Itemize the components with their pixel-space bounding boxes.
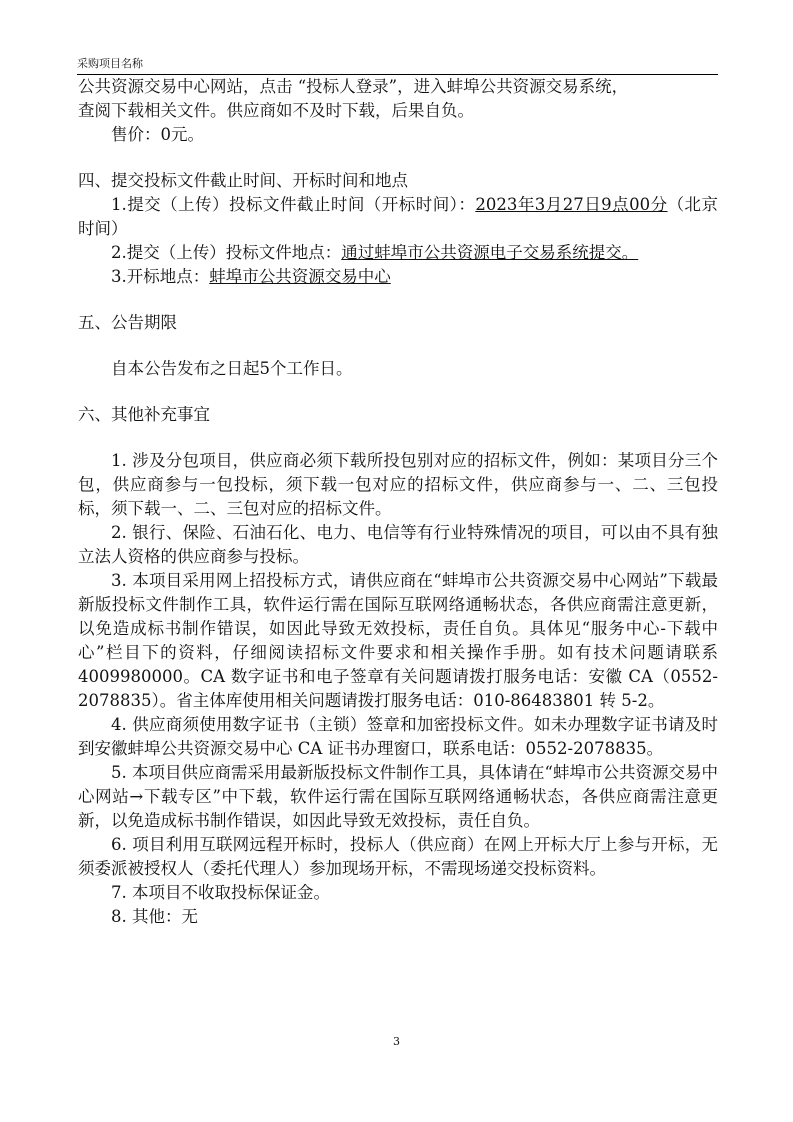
spacer xyxy=(78,289,718,311)
section-5-heading: 五、公告期限 xyxy=(78,313,177,332)
submission-location-value: 通过蚌埠市公共资源电子交易系统提交。 xyxy=(341,243,639,262)
section-5-body: 自本公告发布之日起5个工作日。 xyxy=(111,359,353,378)
section-6-item-2: 2. 银行、保险、石油石化、电力、电信等有行业特殊情况的项目，可以由不具有独立法人资格的供应商参与投标。 xyxy=(78,523,718,566)
section-4-heading: 四、提交投标文件截止时间、开标时间和地点 xyxy=(78,171,408,190)
item-3-label: 3.开标地点： xyxy=(111,267,210,286)
opening-location-value: 蚌埠市公共资源交易中心 xyxy=(209,267,391,286)
section-6-item-4: 4. 供应商须使用数字证书（主锁）签章和加密投标文件。如未办理数字证书请及时到安徽蚌埠公共资源交易中心 CA 证书办理窗口，联系电话：0552-2078835。 xyxy=(78,715,718,758)
header-title: 采购项目名称 xyxy=(77,57,143,70)
document-body xyxy=(78,75,718,929)
section-6-item-8: 8. 其他：无 xyxy=(111,907,198,926)
section-4-item-1 xyxy=(78,193,718,241)
intro-line-2: 查阅下载相关文件。供应商如不及时下载，后果自负。 xyxy=(78,101,474,120)
spacer xyxy=(78,427,718,449)
section-6-item-6: 6. 项目利用互联网远程开标时，投标人（供应商）在网上开标大厅上参与开标，无须委派被授权人（委托代理人）参加现场开标，不需现场递交投标资料。 xyxy=(78,835,718,878)
item-2-label: 2.提交（上传）投标文件地点： xyxy=(111,243,342,262)
section-4-item-3 xyxy=(78,265,718,289)
spacer xyxy=(78,147,718,169)
item-1-label: 1.提交（上传）投标文件截止时间（开标时间）： xyxy=(111,195,476,214)
section-4-item-2 xyxy=(78,241,718,265)
section-6-heading: 六、其他补充事宜 xyxy=(78,405,210,424)
spacer xyxy=(78,335,718,357)
section-6-item-1: 1. 涉及分包项目，供应商必须下载所投包别对应的招标文件，例如：某项目分三个包，供应商参与一包投标，须下载一包对应的招标文件，供应商参与一、二、三包投标，须下载一、二、三包对应的招标文件。 xyxy=(78,451,718,518)
intro-line-1: 公共资源交易中心网站，点击 “投标人登录”，进入蚌埠公共资源交易系统， xyxy=(78,77,629,96)
price-text: 售价：0元。 xyxy=(111,125,204,144)
page-header xyxy=(77,57,718,75)
section-6-item-3: 3. 本项目采用网上招投标方式，请供应商在“蚌埠市公共资源交易中心网站”下载最新版投标文件制作工具，软件运行需在国际互联网络通畅状态，各供应商需注意更新，以免造成标书制作错误，如因此导致无效投标，责任自负。具体见“服务中心-下载中心”栏目下的资料，仔细阅读招标文件要求和相关操作手册。如有技术问题请联系 4009980000。CA 数字证书和电子签章有关问题请拨打服务电话：安徽 CA（0552-2078835）。省主体库使用相关问题请拨打服务电话：010-86483801 转 5-2。 xyxy=(78,571,718,710)
section-6-item-7: 7. 本项目不收取投标保证金。 xyxy=(111,883,330,902)
deadline-value: 2023年3月27日9点00分 xyxy=(475,195,668,214)
spacer xyxy=(78,381,718,403)
section-6-item-5: 5. 本项目供应商需采用最新版投标文件制作工具，具体请在“蚌埠市公共资源交易中心网站→下载专区”中下载，软件运行需在国际互联网络通畅状态，各供应商需注意更新，以免造成标书制作错误，如因此导致无效投标，责任自负。 xyxy=(78,763,718,830)
page-number: 3 xyxy=(393,1035,400,1048)
item-1-suffix: （北京时间） xyxy=(78,195,719,238)
